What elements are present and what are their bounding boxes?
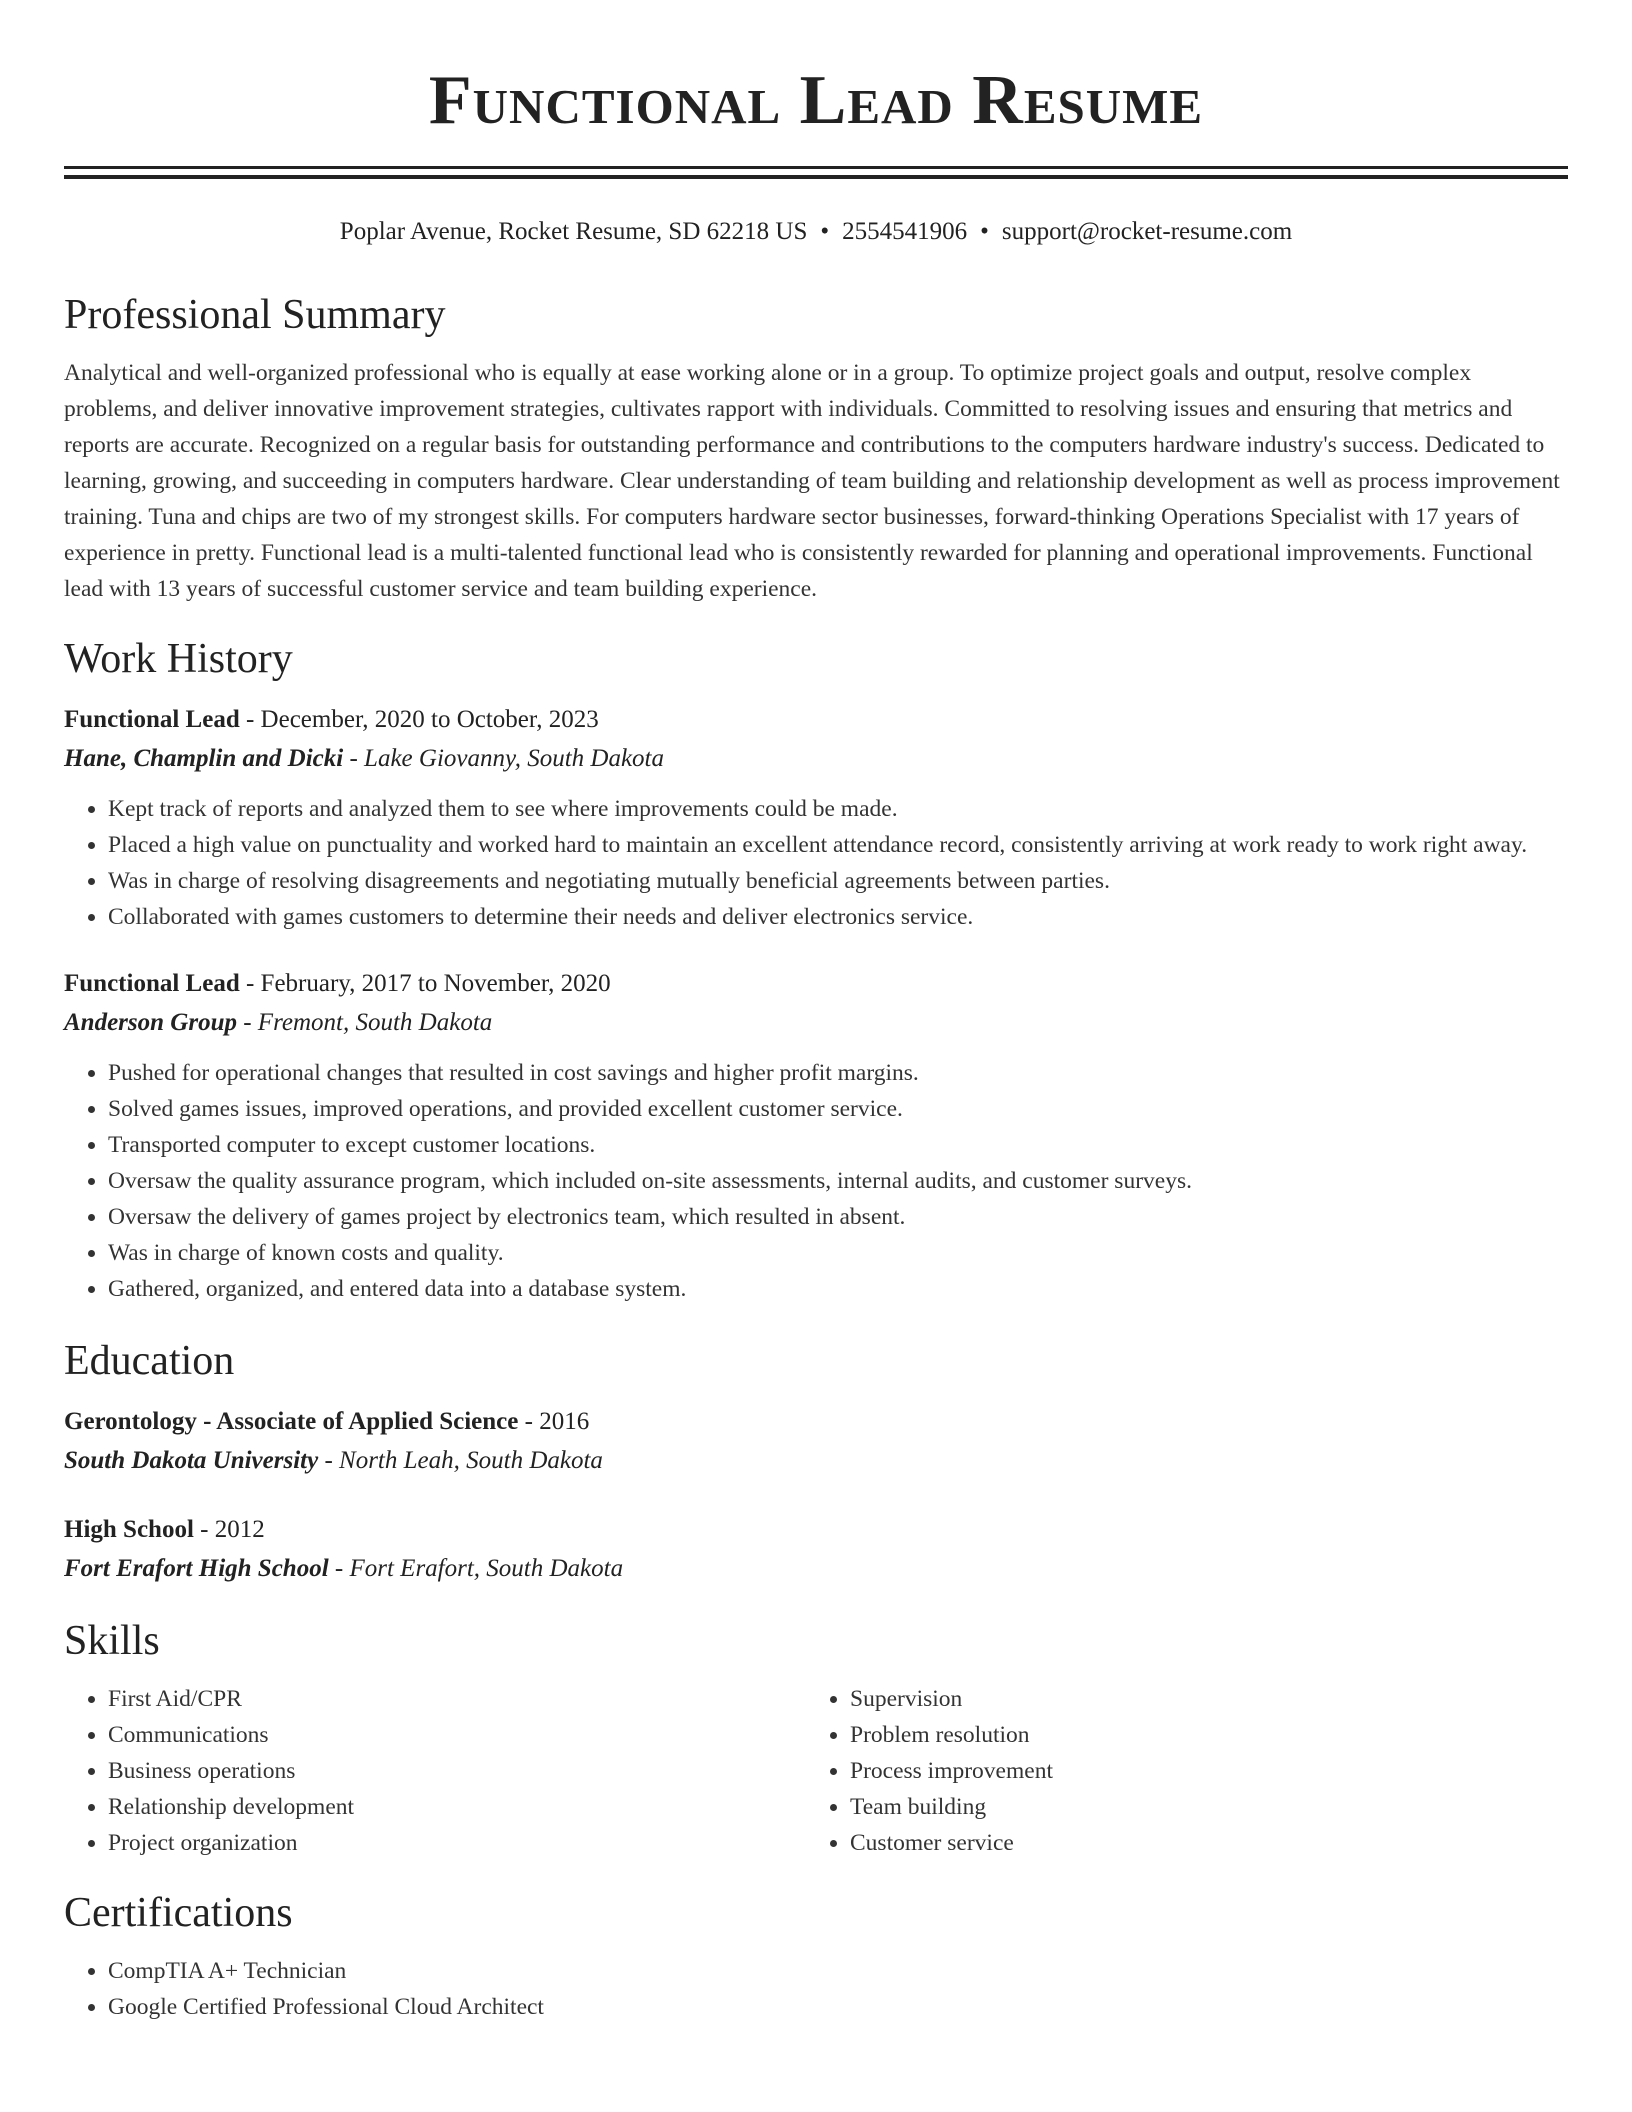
job-location: - Lake Giovanny, South Dakota [343, 745, 664, 772]
contact-address: Poplar Avenue, Rocket Resume, SD 62218 US [339, 218, 808, 245]
job-title: Functional Lead [64, 706, 240, 733]
education-entry [64, 1403, 1568, 1481]
certifications-heading: Certifications [64, 1890, 293, 1936]
contact-separator: • [820, 218, 830, 245]
skill-item: • Relationship development [108, 1789, 806, 1825]
job-bullet: • Kept track of reports and analyzed them to see where improvements could be made. [108, 791, 1568, 827]
job-title: Functional Lead [64, 970, 240, 997]
skill-item: • Process improvement [850, 1753, 1548, 1789]
job-entry [64, 965, 1568, 1307]
job-bullet: • Solved games issues, improved operations, and provided excellent customer service. [108, 1091, 1568, 1127]
skills-section [64, 1615, 1568, 1861]
job-bullet: • Gathered, organized, and entered data into a database system. [108, 1271, 1568, 1307]
education-entry [64, 1511, 1568, 1589]
skill-item: • Business operations [108, 1753, 806, 1789]
skill-item: • First Aid/CPR [108, 1681, 806, 1717]
job-employer [64, 739, 1568, 779]
job-employer [64, 1003, 1568, 1043]
education-year: - 2012 [193, 1516, 265, 1543]
title-rule-bottom [64, 175, 1568, 179]
certification-item: • CompTIA A+ Technician [108, 1953, 1568, 1989]
title-rule-top [64, 166, 1568, 169]
skills-column-left [64, 1681, 806, 1861]
job-header [64, 965, 1568, 1003]
skill-item: • Communications [108, 1717, 806, 1753]
job-header [64, 701, 1568, 739]
summary-heading: Professional Summary [64, 292, 446, 338]
skill-item: • Team building [850, 1789, 1548, 1825]
education-school-line [64, 1549, 1568, 1589]
education-school: South Dakota University [64, 1447, 319, 1474]
job-company: Hane, Champlin and Dicki [64, 745, 344, 772]
job-bullet: • Oversaw the delivery of games project by electronics team, which resulted in absent. [108, 1199, 1568, 1235]
job-location: - Fremont, South Dakota [236, 1009, 493, 1036]
skills-grid [64, 1681, 1568, 1861]
summary-section [64, 289, 1568, 607]
certifications-list [64, 1953, 1568, 2025]
education-location: - North Leah, South Dakota [318, 1447, 603, 1474]
job-bullets [64, 1055, 1568, 1307]
job-bullet: • Oversaw the quality assurance program, which included on-site assessments, internal audits, and customer surveys. [108, 1163, 1568, 1199]
summary-text: Analytical and well-organized professional who is equally at ease working alone or in a group. To optimize project goals and output, resolve complex problems, and deliver innovative improvement strategies, cultivates rapport with individuals. Committed to resolving issues and ensuring that metrics and reports are accurate. Recognized on a regular basis for outstanding performance and contributions to the computers hardware industry's success. Dedicated to learning, growing, and succeeding in computers hardware. Clear understanding of team building and relationship development as well as process improvement training. Tuna and chips are two of my strongest skills. For computers hardware sector businesses, forward-thinking Operations Specialist with 17 years of experience in pretty. Functional lead is a multi-talented functional lead who is consistently rewarded for planning and operational improvements. Functional lead with 13 years of successful customer service and team building experience. [64, 360, 1560, 602]
skill-item: • Problem resolution [850, 1717, 1548, 1753]
education-degree: Gerontology - Associate of Applied Science [64, 1408, 519, 1435]
job-bullets [64, 791, 1568, 935]
education-section [64, 1335, 1568, 1589]
resume-title: Functional Lead Resume [428, 62, 1204, 139]
job-bullet: • Pushed for operational changes that resulted in cost savings and higher profit margins. [108, 1055, 1568, 1091]
job-bullet: • Was in charge of known costs and quality. [108, 1235, 1568, 1271]
job-bullet: • Was in charge of resolving disagreements and negotiating mutually beneficial agreements between parties. [108, 863, 1568, 899]
education-year: - 2016 [518, 1408, 590, 1435]
certification-item: • Google Certified Professional Cloud Architect [108, 1989, 1568, 2025]
education-header [64, 1511, 1568, 1549]
skill-item: • Customer service [850, 1825, 1548, 1861]
contact-separator: • [980, 218, 989, 245]
certifications-section [64, 1887, 1568, 2025]
job-company: Anderson Group [64, 1009, 237, 1036]
skills-column-right [806, 1681, 1548, 1861]
contact-line [64, 215, 1568, 249]
skill-item: • Supervision [850, 1681, 1548, 1717]
work-history-section [64, 633, 1568, 1307]
education-school-line [64, 1441, 1568, 1481]
education-school: Fort Erafort High School [64, 1555, 329, 1582]
job-bullet: • Transported computer to except customer locations. [108, 1127, 1568, 1163]
contact-email: support@rocket-resume.com [1001, 218, 1293, 245]
education-heading: Education [64, 1338, 235, 1384]
education-header [64, 1403, 1568, 1441]
skills-heading: Skills [64, 1618, 160, 1664]
education-location: - Fort Erafort, South Dakota [328, 1555, 624, 1582]
education-degree: High School [64, 1516, 194, 1543]
job-dates: - February, 2017 to November, 2020 [239, 970, 611, 997]
skill-item: • Project organization [108, 1825, 806, 1861]
job-dates: - December, 2020 to October, 2023 [239, 706, 599, 733]
contact-phone: 2554541906 [842, 218, 968, 245]
job-bullet: • Collaborated with games customers to determine their needs and deliver electronics service. [108, 899, 1568, 935]
job-bullet: • Placed a high value on punctuality and worked hard to maintain an excellent attendance record, consistently arriving at work ready to work right away. [108, 827, 1568, 863]
work-history-heading: Work History [64, 636, 293, 682]
job-entry [64, 701, 1568, 935]
